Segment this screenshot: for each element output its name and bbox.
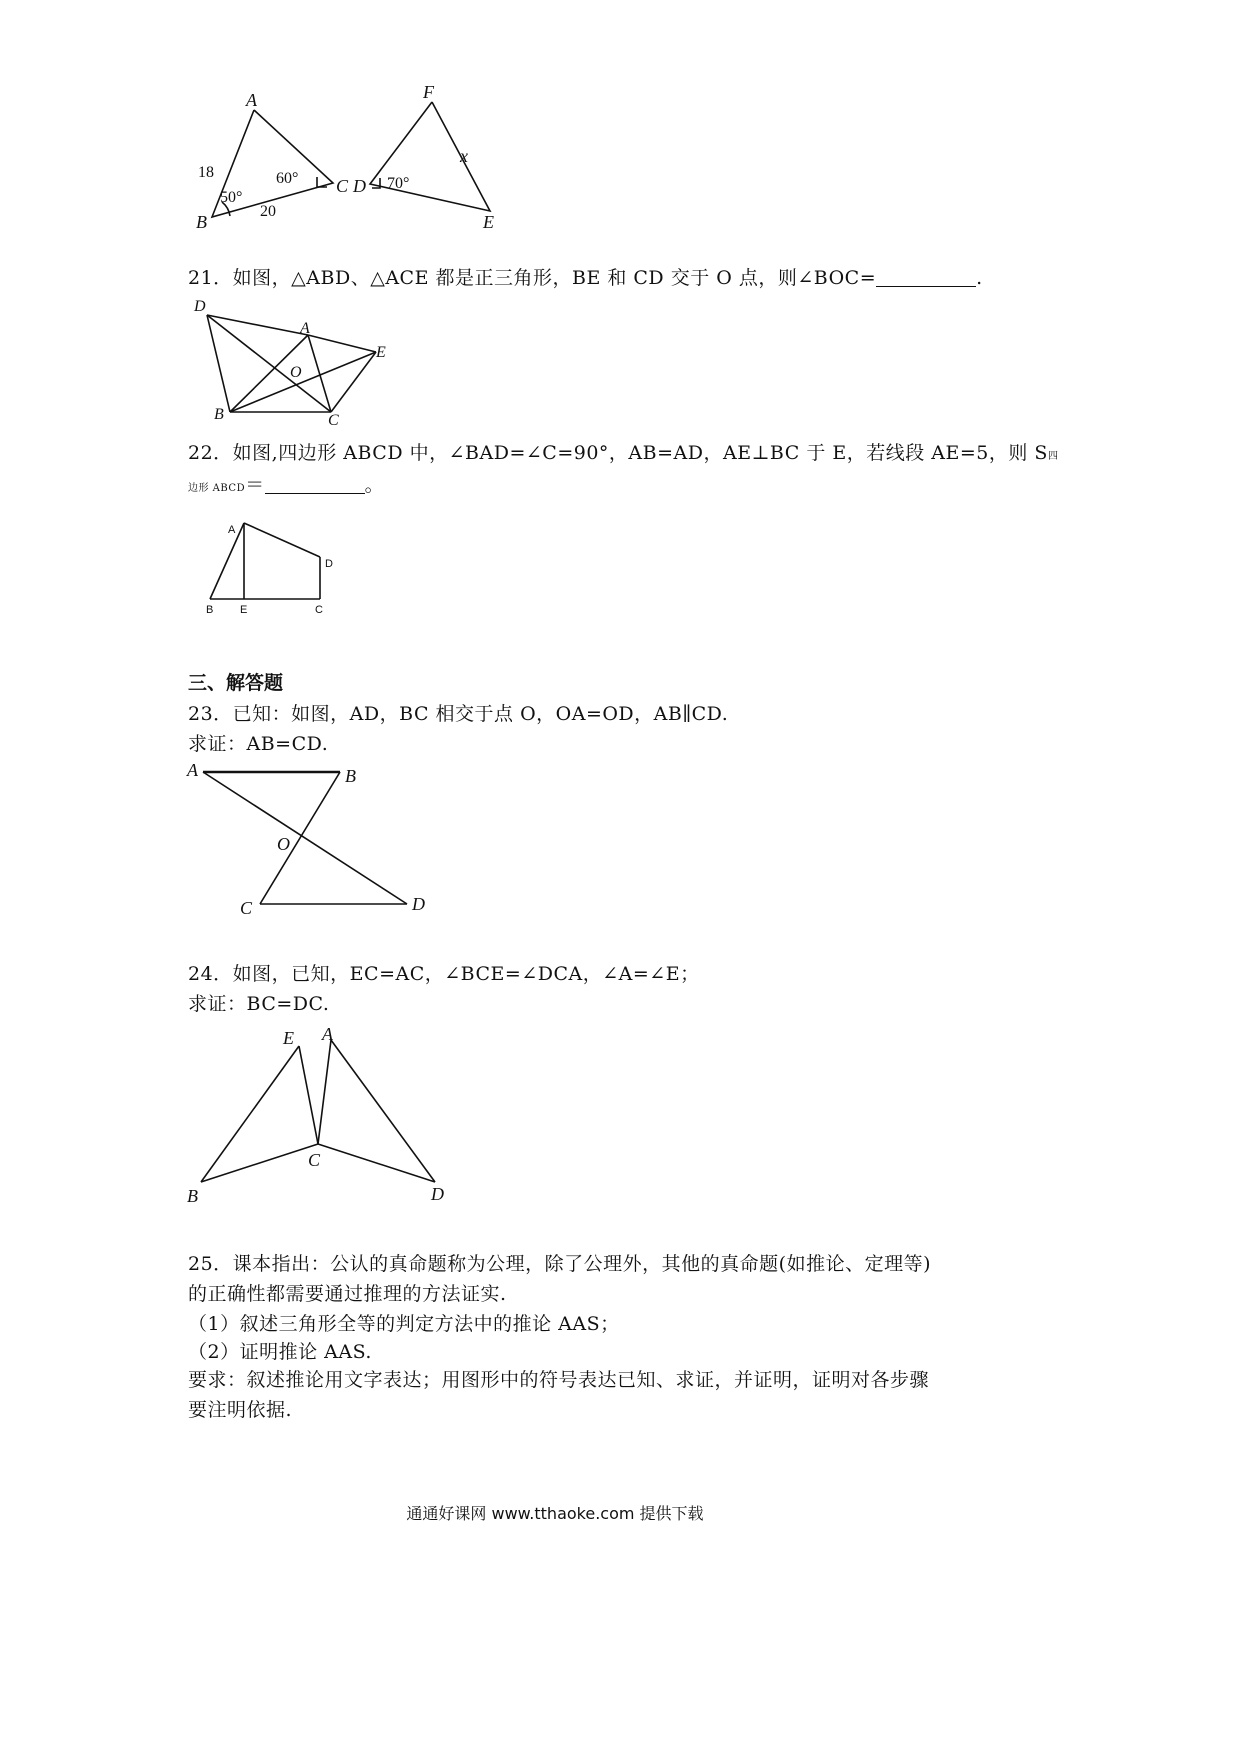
label-a: A: [246, 90, 257, 110]
triangle-figure-q20: [190, 80, 530, 260]
angle-b-value: 50°: [220, 189, 243, 206]
label-b: B: [206, 604, 214, 616]
question-25-part-2: （2）证明推论 AAS.: [188, 1341, 372, 1363]
question-25-line-1: 25．课本指出：公认的真命题称为公理，除了公理外，其他的真命题(如推论、定理等): [188, 1253, 932, 1275]
question-22: 22．如图,四边形 ABCD 中，∠BAD=∠C=90°，AB=AD，AE⊥BC 于 E，若线段 AE=5，则 S四: [188, 442, 1059, 464]
question-25-requirement-line-2: 要注明依据.: [188, 1399, 293, 1421]
label-d: D: [194, 298, 206, 315]
label-x: x: [460, 146, 468, 166]
label-d: D: [325, 558, 333, 570]
label-b: B: [196, 212, 207, 232]
question-25-part-1: （1）叙述三角形全等的判定方法中的推论 AAS；: [188, 1313, 620, 1335]
question-23-line-1: 23．已知：如图，AD，BC 相交于点 O，OA=OD，AB∥CD.: [188, 703, 729, 725]
page-footer: 通通好课网 www.tthaoke.com 提供下载: [406, 1504, 704, 1523]
side-ab-value: 18: [198, 164, 214, 181]
label-a: A: [322, 1024, 333, 1044]
angle-d-value: 70°: [387, 175, 410, 192]
question-25-requirement: 要求：叙述推论用文字表达；用图形中的符号表达已知、求证，并证明，证明对各步骤: [188, 1369, 930, 1391]
question-21: 21．如图，△ABD、△ACE 都是正三角形，BE 和 CD 交于 O 点，则∠BOC= .: [188, 267, 983, 289]
label-e: E: [283, 1028, 294, 1048]
label-o: O: [290, 364, 302, 381]
figure-q24: [185, 1022, 465, 1212]
question-23-line-2: 求证：AB=CD.: [188, 733, 329, 755]
label-e: E: [483, 212, 494, 232]
label-a: A: [187, 760, 198, 780]
label-d: D: [412, 894, 425, 914]
label-e: E: [240, 604, 248, 616]
label-c: C: [240, 898, 253, 918]
label-a: A: [228, 524, 236, 536]
figure-q21: [190, 295, 420, 435]
answer-blank-22[interactable]: [265, 475, 365, 494]
question-22-text: 22．如图,四边形 ABCD 中，∠BAD=∠C=90°，AB=AD，AE⊥BC 于 E，若线段 AE=5，则 S: [188, 442, 1048, 464]
section-heading: 三、解答题: [188, 672, 284, 694]
label-c: C: [315, 604, 323, 616]
question-21-text: 21．如图，△ABD、△ACE 都是正三角形，BE 和 CD 交于 O 点，则∠BOC=: [188, 267, 877, 289]
label-c: C: [308, 1150, 321, 1170]
label-d: D: [353, 176, 366, 196]
label-b: B: [345, 766, 356, 786]
answer-blank-21[interactable]: [876, 268, 976, 287]
label-f: F: [423, 82, 434, 102]
label-e: E: [376, 344, 386, 361]
label-b: B: [214, 406, 224, 423]
label-c: C: [336, 176, 349, 196]
label-o: O: [277, 834, 290, 854]
label-d: D: [431, 1184, 444, 1204]
label-a: A: [300, 320, 310, 337]
label-b: B: [187, 1186, 198, 1206]
question-25-line-2: 的正确性都需要通过推理的方法证实.: [188, 1283, 507, 1305]
question-24-line-2: 求证：BC=DC.: [188, 993, 330, 1015]
side-bc-value: 20: [260, 203, 276, 220]
question-24-line-1: 24．如图，已知，EC=AC，∠BCE=∠DCA，∠A=∠E；: [188, 963, 700, 985]
figure-q23: [185, 760, 445, 920]
angle-c-value: 60°: [276, 170, 299, 187]
figure-q22: [200, 515, 350, 625]
label-c: C: [328, 412, 339, 429]
question-22-line-2: 边形 ABCD＝ 。: [188, 474, 385, 496]
